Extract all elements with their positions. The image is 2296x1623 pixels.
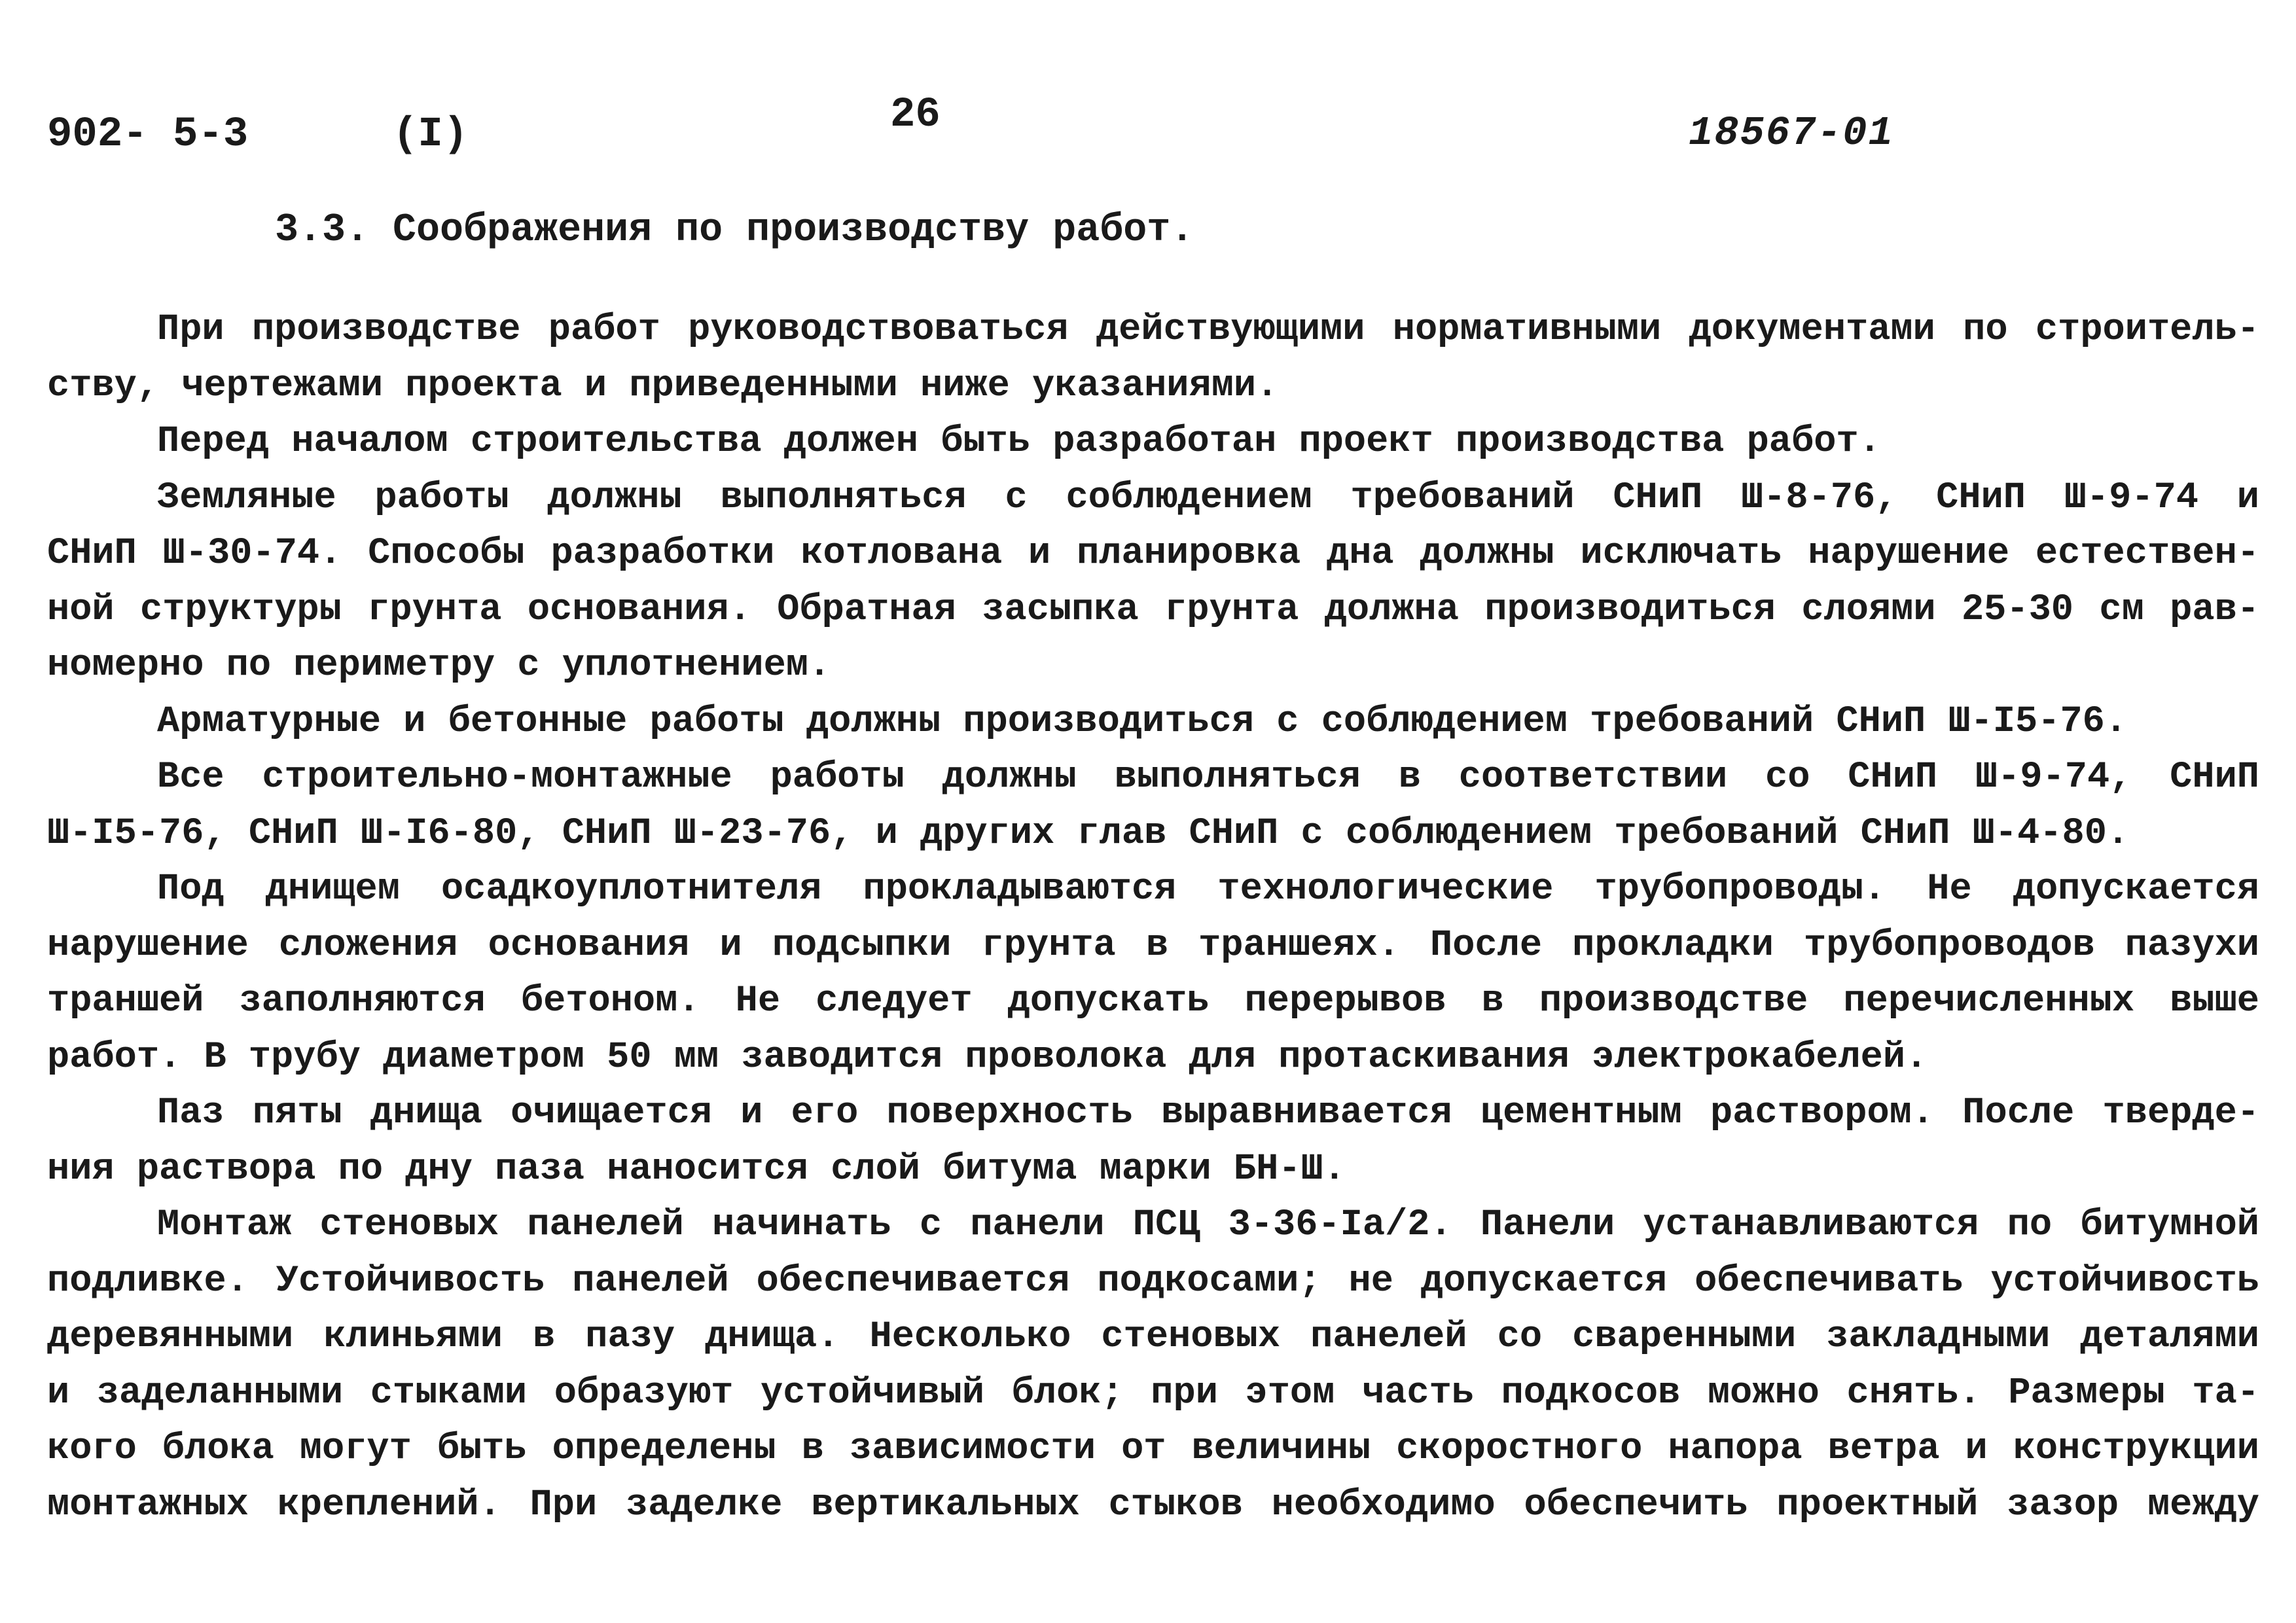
text-line: Под днищем осадкоуплотнителя прокладываются технологические трубопроводы. Не допускается bbox=[157, 868, 2259, 910]
document-code: 902- 5-3 bbox=[47, 111, 249, 158]
text-line: Ш-I5-76, СНиП Ш-I6-80, СНиП Ш-23-76, и других глав СНиП с соблюдением требований СНиП Ш-4-80. bbox=[47, 812, 2130, 855]
text-line: монтажных креплений. При заделке вертикальных стыков необходимо обеспечить проектный зазор между bbox=[47, 1484, 2259, 1526]
text-line: Монтаж стеновых панелей начинать с панели ПСЦ 3-36-Iа/2. Панели устанавливаются по битумной bbox=[157, 1204, 2259, 1246]
document-part: (I) bbox=[393, 111, 469, 158]
text-line: траншей заполняются бетоном. Не следует допускать перерывов в производстве перечисленных выше bbox=[47, 980, 2259, 1022]
text-line: Паз пяты днища очищается и его поверхность выравнивается цементным раствором. После тверде- bbox=[157, 1092, 2259, 1134]
text-line: кого блока могут быть определены в зависимости от величины скоростного напора ветра и конструкции bbox=[47, 1428, 2259, 1470]
section-title: 3.3. Соображения по производству работ. bbox=[275, 208, 1194, 253]
text-line: и заделанными стыками образуют устойчивый блок; при этом часть подкосов можно снять. Размеры та- bbox=[47, 1372, 2259, 1414]
text-line: номерно по периметру с уплотнением. bbox=[47, 645, 831, 687]
sheet-number: 18567-01 bbox=[1689, 110, 1894, 156]
text-line: нарушение сложения основания и подсыпки грунта в траншеях. После прокладки трубопроводов пазухи bbox=[47, 924, 2259, 967]
text-line: Арматурные и бетонные работы должны производиться с соблюдением требований СНиП Ш-I5-76. bbox=[157, 700, 2128, 743]
text-line: ной структуры грунта основания. Обратная засыпка грунта должна производиться слоями 25-30 см рав- bbox=[47, 588, 2259, 631]
text-line: При производстве работ руководствоваться действующими нормативными документами по строитель- bbox=[157, 309, 2259, 351]
text-line: Перед началом строительства должен быть разработан проект производства работ. bbox=[157, 421, 1881, 463]
text-line: ству, чертежами проекта и приведенными ниже указаниями. bbox=[47, 365, 1279, 407]
text-line: ния раствора по дну паза наносится слой битума марки БН-Ш. bbox=[47, 1148, 1346, 1190]
page-number: 26 bbox=[890, 92, 941, 139]
text-line: СНиП Ш-30-74. Способы разработки котлована и планировка дна должны исключать нарушение естествен- bbox=[47, 533, 2259, 575]
text-line: работ. В трубу диаметром 50 мм заводится проволока для протаскивания электрокабелей. bbox=[47, 1036, 1928, 1079]
text-line: Земляные работы должны выполняться с соблюдением требований СНиП Ш-8-76, СНиП Ш-9-74 и bbox=[157, 476, 2259, 519]
text-line: Все строительно-монтажные работы должны выполняться в соответствии со СНиП Ш-9-74, СНиП bbox=[157, 757, 2259, 798]
body-text bbox=[47, 302, 2259, 1533]
text-line: подливке. Устойчивость панелей обеспечивается подкосами; не допускается обеспечивать устойчивость bbox=[47, 1260, 2259, 1302]
text-line: деревянными клиньями в пазу днища. Несколько стеновых панелей со сваренными закладными деталями bbox=[47, 1316, 2259, 1358]
